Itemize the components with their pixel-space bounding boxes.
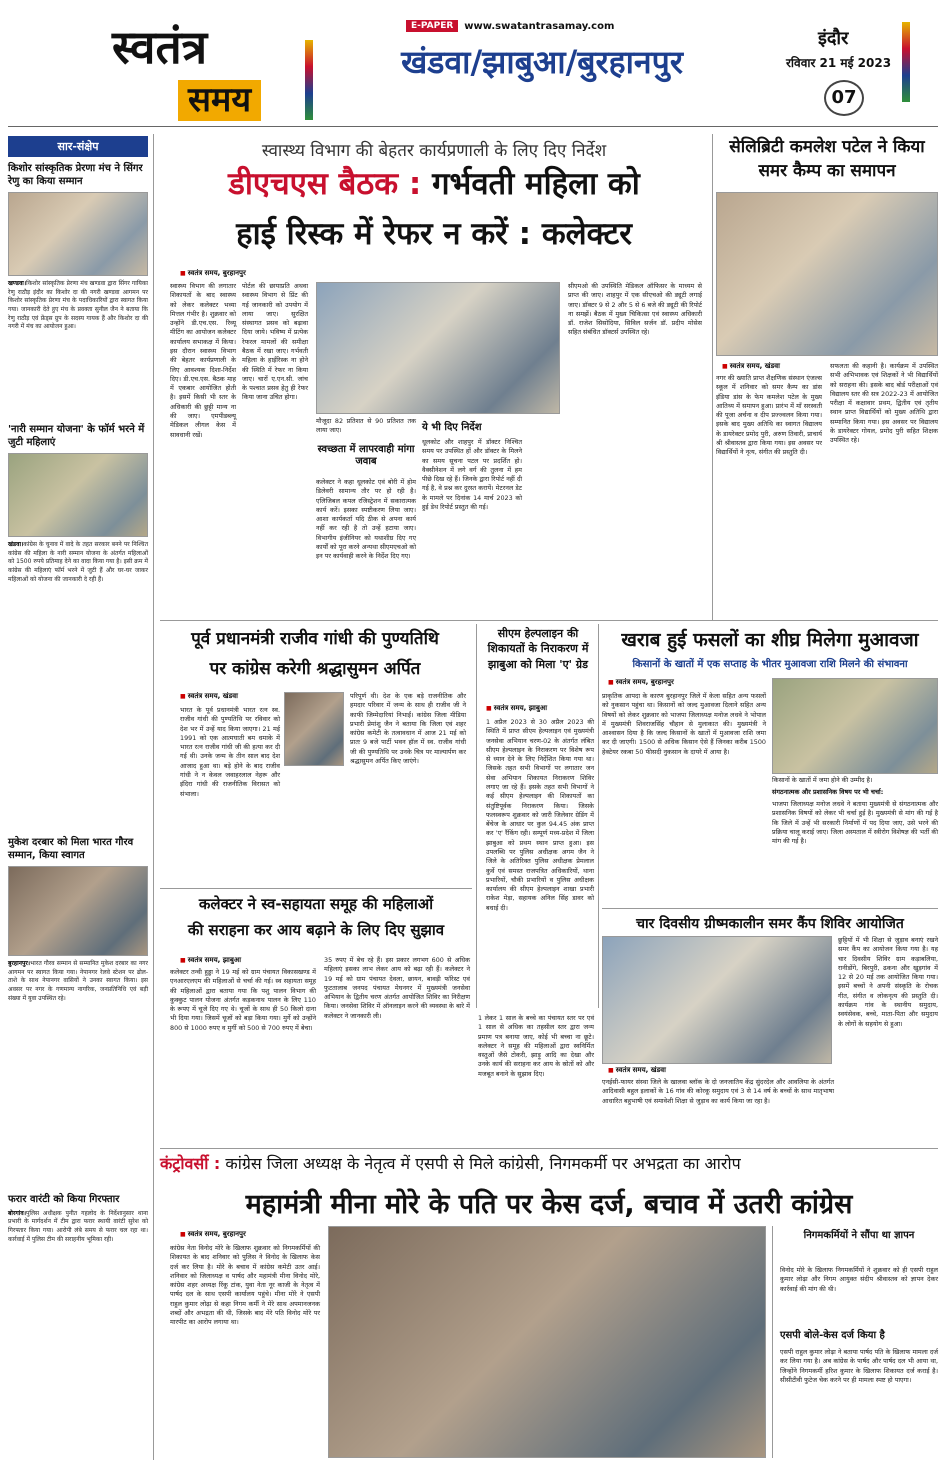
camp-col-2: सफलता की कहानी है। कार्यक्रम में उपस्थित सभी अभिभावक एवं शिक्षकों ने भी विद्यार्थियों को सराहना की। इसके बाद बोर्ड परीक्षाओं एवं विद्यालय स्तर की सत्र 2022-23 में आयोजित परीक्षा में कक्षावार प्रथम, द्वितीय एवं तृतीय स्थान प्राप्त विद्यार्थियों को मुख्य अतिथि द्वारा सम्मानित किया गया। इस अवसर पर विद्यालय के डायरेक्टर गोयल, प्रमोद पुरी सहित शिक्षक उपस्थित रहे। — [830, 362, 938, 445]
logo-line2: समय — [178, 80, 261, 121]
controversy-byline: ■ स्वतंत्र समय, बुरहानपुर — [180, 1230, 246, 1239]
lead-headline-2: हाई रिस्क में रेफर न करें : कलेक्टर — [236, 216, 632, 252]
issue-date: रविवार 21 मई 2023 — [786, 56, 892, 70]
summer-col-2: छुट्टियों में भी शिक्षा से जुड़ाव बनाएं रखने समर कैंप का आयोजन किया गया है। यह चार दिवसीय शिविर ग्राम कड़ाबलिया, रानीडोंगे, बिरपुरी, ढकना और खुड़गांव में 12 से 20 मई तक आयोजित किया गया। इसमें बच्चों ने अपनी संस्कृति के रोचक गीत, संगीत व लोकनृत्य की प्रस्तुति दी। कार्यक्रम गांव के स्थानीय समुदाय, स्वयंसेवक, बच्चे, माता-पिता और समुदाय के लोगों के सहयोग से हुआ। — [838, 936, 938, 1028]
lead-photo — [316, 282, 560, 414]
epaper-badge — [406, 20, 614, 32]
rajiv-story — [160, 622, 470, 888]
controversy-strap-text: कांग्रेस जिला अध्यक्ष के नेतृत्व में एसपी से मिले कांग्रेसी, निगमकर्मी पर अभद्रता का आरोप — [225, 1154, 741, 1173]
sidebar-story-3-photo — [8, 866, 148, 956]
row2-rule — [160, 620, 938, 621]
sidebar-story-4 — [8, 1194, 148, 1310]
logo-line1: स्वतंत्र — [112, 20, 208, 74]
sidebar-story-4-text: बोरगांव।पुलिस अधीक्षक पुनीत गहलोद के निर्देशानुसार थाना प्रभारी के मार्गदर्शन में टीम द्वारा फरार स्थायी वारंटी सुरेश को गिरफ्तार किया गया। आरोपी लंबे समय से फरार चल रहा था। कार्रवाई में पुलिस टीम की सराहनीय भूमिका रही। — [8, 1209, 148, 1243]
controversy-headline: महामंत्री मीना मोरे के पति पर केस दर्ज, बचाव में उतरी कांग्रेस — [245, 1189, 853, 1220]
controversy-side-head: निगमकर्मियों ने सौंपा था ज्ञापन — [803, 1230, 915, 1241]
cm-text: 1 अप्रैल 2023 से 30 अप्रैल 2023 की स्थिति में प्राप्त सीएम हेल्पलाइन एवं मुख्यमंत्री जनसेवा अभियान चरण-02 के अंतर्गत लंबित सीएम हेल्पलाइन के निराकरण पर विशेष रूप से ध्यान देने के लिए निर्देशित किया गया था। जिसके तहत सभी विभागों पर लगातार जन सेवा अभियान शिकायत निराकरण शिविर लगाए जा रहे हैं। इसके तहत सभी विभागों ने कई सीएम हेल्पलाइन की शिकायतों का संतुष्टिपूर्वक निराकरण किया। जिसके फलस्वरूप शुक्रवार को जारी जिलेवार ग्रेडिंग में बेंचेज के आधार पर कुल 94.45 अंक प्राप्त कर 'ए' रैंकिंग रही। सम्पूर्ण मध्य-प्रदेश में जिला झाबुआ को प्रथम स्थान प्राप्त हुआ। इस उपलब्धि पर पुलिस अधीक्षक अगम जैन ने जिले के अतिरिक्त पुलिस अधीक्षक प्रेमलाल कुर्वे एवं समस्त राजपत्रित अधिकारियों, थाना प्रभारियों, चौकी प्रभारियों व पुलिस अधीक्षक कार्यालय की सीएम हेल्पलाइन शाखा प्रभारी राकेश मेड़ा, सहायक अनिल सिंह डावर को बधाई दी। — [486, 718, 594, 912]
city: इंदौर — [818, 28, 849, 49]
lead-col-1: स्वास्थ्य विभाग की लगातार शिकायतों के बाद स्वास्थ्य को लेकर कलेक्टर भव्या मित्तल गंभीर है। शुक्रवार को उन्होंने डी.एच.एस. रिव्यू मीटिंग का आयोजन कलेक्टर कार्यालय सभाकक्ष में किया। इस दौरान स्वास्थ्य विभाग की बेहतर कार्यप्रणाली के लिए आवश्यक दिशा-निर्देश दिए। डी.एच.एस. बैठक माह में एकबार आयोजित होती है। इसमें किसी भी स्तर के अधिकारी की छुट्टी मान्य ना की जाए। एमपीडब्ल्यू मेडिकल लीगल केस में सावधानी रखें। — [170, 282, 236, 439]
rajiv-photo — [284, 692, 344, 766]
lead-byline: ■ स्वतंत्र समय, बुरहानपुर — [180, 269, 246, 278]
rajiv-col-2: परिपूर्ण थी। देश के एक बड़े राजनीतिक और हमदार परिवार में जन्म के साथ ही राजीव जी ने काफी जिम्मेदारियां निभाईं। कांग्रेस जिला मीडिया प्रभारी प्रेमांशु जैन ने बताया कि जिला एवं शहर कांग्रेस कमेटी के तत्वावधान में आज 21 मई को प्रातः 9 बजे पार्टी भवन हॉल में स्व. राजीव गांधी जी की पुण्यतिथि पर उनके चित्र पर माल्यार्पण कर श्रद्धासुमन अर्पित किए जाएंगे। — [350, 692, 466, 765]
self-help-col-2: 35 रुपए में बेच रहे हैं। इस प्रकार लगभग 600 से अधिक महिलाएं इसका लाभ लेकर आय को बढ़ा रही हैं। कलेक्टर ने 19 मई को ग्राम पंचायत देवला, छायन, बावड़ी फॉरेस्ट एवं फुटतालाब जनपद पंचायत मेघनगर में मुख्यमंत्री जनसेवा अभियान के द्वितीय चरण अंतर्गत आयोजित शिविर का निरीक्षण किया। जनसेवा शिविर में ऑनलाइन करने की व्यवस्था के बारे में कलेक्टर ने जानकारी ली। — [324, 956, 470, 1020]
crop-subhead: किसानों के खातों में एक सप्ताह के भीतर मुआवजा राशि मिलने की संभावना — [632, 659, 908, 670]
controversy-side-head-2: एसपी बोले-केस दर्ज किया है — [780, 1330, 885, 1341]
lead-col-4: धूलकोट और शाहपुर में डॉक्टर निश्चित समय पर उपस्थित हों और डॉक्टर के मिलने का समय सूचना पटल पर प्रदर्शित हो। वैक्सीनेशन में लगे वर्ग की तुलना में हम पीछे दिख रहे हैं। जिनके द्वारा रिपोर्ट नहीं दी गई है, वे प्रश्न कर दुरस्त करायें। मेटरनल डेट के मामले पर दिनांक 14 मार्च 2023 को हुई डेथ रिपोर्ट प्रस्तुत की गई। — [422, 438, 522, 511]
summer-byline: ■ स्वतंत्र समय, खंडवा — [608, 1066, 666, 1075]
sidebar-story-2 — [8, 424, 148, 831]
crop-story — [602, 622, 938, 908]
controversy-side-text: विनोद मोरे के खिलाफ निगमकर्मियों ने शुक्रवार को ही एसपी राहुल कुमार लोढ़ा और निगम आयुक्त संदीप श्रीवास्तव को ज्ञापन देकर कार्रवाई की मांग की थी। — [780, 1266, 938, 1293]
website[interactable]: www.swatantrasamay.com — [464, 20, 615, 32]
controversy-label: कंट्रोवर्सी : — [160, 1154, 221, 1173]
crop-headline: खराब हुई फसलों का शीघ्र मिलेगा मुआवजा — [621, 629, 919, 651]
sidebar-story-2-title: 'नारी सम्मान योजना' के फॉर्म भरने में जुटी महिलाएं — [8, 424, 145, 448]
self-help-byline: ■ स्वतंत्र समय, झाबुआ — [180, 956, 241, 965]
sidebar-story-2-photo — [8, 453, 148, 537]
self-help-col-1: कलेक्टर तन्वी हुड्डा ने 19 मई को ग्राम पंचायत विकासखण्ड में एनआरएलएम की महिलाओं से चर्चा की गई। स्व सहायता समूह की महिलाओं द्वारा बताया गया कि पशु पालन विभाग की कुक्कुट पालन योजना अंतर्गत कड़कनाथ पालन के लिए 110 के रूपए में चूजे दिए गए थे। चूजों के साथ ही 50 किलो दाना भी दिया गया। जिसमें चूजों को बड़ा किया गया। मुर्गे को उन्होंने 800 से 1000 रुपए व मुर्गी को 500 से 700 रुपए में बेचा। — [170, 968, 316, 1032]
controversy-side-text-2: एसपी राहुल कुमार लोढ़ा ने बताया पार्षद पति के खिलाफ मामला दर्ज कर लिया गया है। अब कांग्रेस के पार्षद और पार्षद दल भी आया था, जिन्होंने निगमकर्मी हरिश कुमार के खिलाफ शिकायत दर्ज कराई है। सीसीटीवी फुटेज चेक करने पर ही मामला स्पष्ट हो पाएगा। — [780, 1348, 938, 1384]
color-bar-right — [902, 22, 910, 102]
self-help-col-3: 1 लेकर 1 साल के बच्चे का पंचायत स्तर पर एवं 1 साल से अधिक का तहसील स्तर द्वारा जन्म प्रमाण पत्र बनाया जाए, कोई भी बच्चा ना छूटे। कलेक्टर ने समूह की महिलाओं द्वारा स्वनिर्मित वस्तुओं जैसे टोकरी, झाड़ू आदि का देखा और उनके कार्य की सराहना कर आय के स्रोतों को और मजबूत बनाने के सुझाव दिए। — [478, 1014, 594, 1078]
epaper-label: E-PAPER — [406, 20, 458, 32]
lead-subhead-1: स्वच्छता में लापरवाही मांगा जवाब — [317, 444, 415, 467]
lead-col-2: पोर्टल की छायाप्रति अथवा स्वास्थ्य विभाग से प्रिंट की गई जानकारी को उपयोग में लाया जाए। सुरक्षित संस्थागत प्रसव को बढ़ावा दिया जाये। भविष्य में प्रत्येक रेफरल मामलों की समीक्षा बैठक में रखा जाए। गर्भवती महिला के हाईरिस्क ना होने की स्थिति में रेफर ना किया जाए। चारों ए.एन.सी. जांच के पश्चात प्रसव हेतु ही रेफर किया जाना उचित होगा। — [242, 282, 308, 402]
controversy-side-rule — [772, 1226, 773, 1458]
color-bar — [305, 40, 313, 120]
rajiv-headline-2: पर कांग्रेस करेगी श्रद्धासुमन अर्पित — [209, 659, 421, 679]
lead-story — [160, 132, 708, 622]
controversy-strap — [160, 1152, 938, 1180]
sidebar-story-4-title: फरार वारंटी को किया गिरफ्तार — [8, 1194, 120, 1205]
lead-headline-1: डीएचएस बैठक : गर्भवती महिला को — [228, 166, 640, 202]
camp-headline: सेलिब्रिटी कमलेश पटेल ने किया समर कैम्प का समापन — [729, 137, 925, 181]
lead-photo-caption: मौजूदा 82 प्रतिशत से 90 प्रतिशत तक लाया जाए। — [316, 417, 416, 435]
self-help-headline-1: कलेक्टर ने स्व-सहायता समूह की महिलाओं — [198, 895, 434, 913]
camp-byline: ■ स्वतंत्र समय, खंडवा — [722, 362, 780, 371]
sidebar-rule — [153, 134, 154, 1460]
edition-title: खंडवा/झाबुआ/बुरहानपुर — [401, 43, 683, 81]
sidebar-story-1-photo — [8, 192, 148, 276]
lead-kicker: स्वास्थ्य विभाग की बेहतर कार्यप्रणाली के लिए दिए निर्देश — [261, 141, 607, 161]
sidebar-story-3 — [8, 837, 148, 1188]
self-help-rule — [160, 888, 472, 889]
camp-story — [716, 132, 938, 622]
cm-headline: सीएम हेल्पलाइन की शिकायतों के निराकरण में झाबुआ को मिला 'ए' ग्रेड — [487, 627, 589, 671]
lead-subhead-2: ये भी दिए निर्देश — [422, 422, 482, 433]
sidebar-header: सार-संक्षेप — [8, 136, 148, 157]
self-help-headline-2: की सराहना कर आय बढ़ाने के लिए दिए सुझाव — [187, 921, 445, 939]
lead-right-rule — [712, 134, 713, 620]
camp-photo — [716, 192, 938, 356]
self-help-body — [160, 952, 600, 1078]
summer-rule — [602, 908, 938, 909]
lead-col-5: सीएमओ की उपस्थिति मेडिकल ऑफिसर के माध्यम से प्राप्त की जाए। शाहपुर में एक सीएचओ की ड्यूटी लगाई जाए। डॉक्टर 9 से 2 और 5 से 6 बजे की ड्यूटी की रिपोर्ट ना समझें। बैठक में मुख्य चिकित्सा एवं स्वास्थ्य अधिकारी डॉ. राजेश सिसोदिया, सिविल सर्जन डॉ. प्रदीप मोसेस सहित संबंधित डॉक्टर्स उपस्थित रहे। — [568, 282, 702, 337]
rajiv-col-1: भारत के पूर्व प्रधानमंत्री भारत रत्न स्व. राजीव गांधी की पुण्यतिथि पर रविवार को देश भर में उन्हें याद किया जाएगा। 21 मई 1991 को एक आत्मघाती बम धमाके में भारत रत्न राजीव गांधी जी की हत्या कर दी गई थी। उनके जन्म के तीन साल बाद देश आजाद हुआ था। बड़े होने के बाद राजीव गांधी ने न केवल जवाहरलाल नेहरू और इंदिरा गांधी की राजनीतिक विरासत को संभाला। — [180, 706, 280, 798]
camp-col-1: नगर की ख्याति प्राप्त शैक्षणिक संस्थान एंजल्स स्कूल में शनिवार को समर कैम्प का डांस इंडिया डांस के फेम कमलेश पटेल के मुख्य आतिथ्य में समापन हुआ। प्रारंभ में माँ सरस्वती की पूजा अर्चना व दीप प्रज्ज्वलन किया गया। इसके बाद मुख्य अतिथि का स्वागत विद्यालय के डायरेक्टर प्रमोद पुरी, अरुण तिवारी, प्राचार्य श्री श्रीवास्तव द्वारा किया गया। इस अवसर पर विद्यार्थियों ने नृत्य, संगीत की प्रस्तुति दी। — [716, 374, 822, 457]
logo — [112, 22, 292, 126]
sidebar-story-1 — [8, 163, 148, 418]
cm-left-rule — [476, 624, 477, 1008]
masthead-rule — [8, 126, 938, 127]
controversy-photo — [328, 1226, 766, 1458]
sidebar-story-3-text: बुरहानपुर।भारत गौरव सम्मान से सम्मानित मुकेश दरबार का नगर आगमन पर स्वागत किया गया। नेपानगर रेलवे स्टेशन पर ढोल-ताशे के साथ नेपानगर वासियों ने उनका स्वागत किया। इस अवसर पर नगर के गणमान्य नागरिक, जनप्रतिनिधि एवं बड़ी संख्या में युवा उपस्थित रहे। — [8, 960, 148, 1002]
sidebar-story-2-text: खंडवा।कांग्रेस के चुनाव में वादे के तहत सरकार बनने पर निश्चित कांग्रेस की महिला के नारी सम्मान योजना के अंतर्गत महिलाओं को 1500 रुपये प्रतिमाह देने का वादा किया गया है। इसी क्रम में कांग्रेस की महिलाएं फॉर्म भरने में जुटी हैं और घर-घर जाकर महिलाओं को योजना की जानकारी दे रही हैं। — [8, 541, 148, 583]
summer-photo — [602, 936, 832, 1064]
masthead — [0, 0, 945, 132]
crop-subhead-2: संगठनात्मक और प्रशासनिक विषय पर भी चर्चा: — [772, 788, 884, 796]
page-number: 07 — [824, 80, 864, 116]
summer-story — [602, 910, 938, 1070]
crop-col-2: भाजपा जिलाध्यक्ष मनोज लधवे ने बताया मुख्यमंत्री से संगठनात्मक और प्रशासनिक विषयों को लेकर भी चर्चा हुई है। मुख्यमंत्री से मांग की गई है कि जिले में उन्हें भी सरकारी निर्माणों में पद दिया जाए, उसे भरने की प्रक्रिया चालू कराई जाए। जिला अस्पताल में स्त्रीरोग विशेषज्ञ की भर्ती की मांग की गई है। — [772, 800, 938, 846]
summer-headline: चार दिवसीय ग्रीष्मकालीन समर कैंप शिविर आयोजित — [636, 916, 904, 932]
controversy-body — [160, 1226, 938, 1462]
rajiv-byline: ■ स्वतंत्र समय, खंडवा — [180, 692, 238, 701]
sidebar-story-1-text: खण्डवा।किशोर सांस्कृतिक प्रेरणा मंच खण्डवा द्वारा सिंगर गायिका रेणु राठौड़ इंदौर का किशोर दा की नगरी खण्डवा आगमन पर किशोर सांस्कृतिक प्रेरणा मंच के पदाधिकारियों द्वारा स्वागत किया गया। जानकारी देते हुए मंच के प्रवक्ता सुनील जैन ने बताया कि रेणु राठौड़ एवं फ्रेंड्स ग्रुप के सदस्य गायक हैं और किशोर दा की नगरी में मंच का आयोजन हुआ। — [8, 280, 148, 331]
crop-byline: ■ स्वतंत्र समय, बुरहानपुर — [608, 678, 674, 687]
cm-right-rule — [598, 624, 599, 1008]
rajiv-headline-1: पूर्व प्रधानमंत्री राजीव गांधी की पुण्यतिथि — [191, 629, 439, 649]
controversy-rule — [160, 1148, 938, 1149]
controversy-text: कांग्रेस नेता विनोद मोरे के खिलाफ शुक्रवार को निगमकर्मियों की शिकायत के बाद शनिवार को पुलिस ने विनोद के खिलाफ केस दर्ज कर लिया है। मोरे के बचाव में कांग्रेस कमेटी उतर आई। शनिवार को जिलाध्यक्ष व पार्षद और महामंत्री मीना विनोद मोरे, कांग्रेस शहर अध्यक्ष रिंकू टांक, युवा नेता नूर काजी के नेतृत्व में पार्षद दल के साथ एसपी कार्यालय पहुंचे। मीना मोरे ने एसपी राहुल कुमार लोढ़ा से कहा निगम कर्मी ने मेरे साथ अपमानजनक शब्दों और अभद्रता की थी, जिसके बाद मेरे पति विनोद मोरे पर मारपीट का आरोप लगाया था। — [170, 1244, 320, 1327]
sidebar — [8, 132, 148, 1462]
summer-col-1: एनईसी-फायर संस्था जिले के खालवा ब्लॉक के दो जनजातिय केंद्र सुंदरदेल और आवलिया के अंतर्गत आदिवासी बहुल इलाकों के 16 गांव की कोरकू समुदाय एवं 3 से 14 वर्ष के बच्चों के साथ मातृभाषा आधारित बहुभाषी एवं समावेशी शिक्षा से जुड़ाव का कार्य किया जा रहा है। — [602, 1078, 834, 1105]
summer-lower — [602, 1066, 938, 1148]
lead-col-3: कलेक्टर ने कहा धूलकोट एवं बोरी में होम डिलेवरी सामान्य तौर पर हो रही है। एलिजिबल कपल रजिस्ट्रेशन में सकारात्मक कार्य करें। इसका स्पष्टीकरण लिया जाए। आशा कार्यकर्ता यदि ठीक से अपना कार्य नहीं कर रही है तो उन्हें हटाया जाए। विभागीय इंजीनियर को यथाशीघ्र दिए गए कार्यों को पूरा करने अन्यथा सीएमएचओ को इन पर कार्यवाही करने के निर्देश दिए गए। — [316, 478, 416, 561]
sidebar-story-1-title: किशोर सांस्कृतिक प्रेरणा मंच ने सिंगर रेणु का किया सम्मान — [8, 163, 143, 187]
sidebar-story-3-title: मुकेश दरबार को मिला भारत गौरव सम्मान, किया स्वागत — [8, 837, 134, 861]
crop-col-1: प्राकृतिक आपदा के कारण बुरहानपुर जिले में केला सहित अन्य फसलों को नुकसान पहुंचा था। किसानों को जल्द मुआवजा दिलाने सहित अन्य विषयों को लेकर शुक्रवार को भाजपा जिलाध्यक्ष मनोज लधवे ने भोपाल में मुख्यमंत्री शिवराजसिंह चौहान से मुलाकात की। मुख्यमंत्री ने आश्वासन दिया है कि जल्द किसानों के खातों में मुआवजा राशि जमा कर दी जाएगी। 1500 से अधिक किसान ऐसे हैं जिनका करीब 1500 हेक्टेयर रकबा 50 फीसदी नुकसान के दायरे में आया है। — [602, 692, 766, 756]
cm-byline: ■ स्वतंत्र समय, झाबुआ — [486, 704, 547, 713]
crop-caption: किसानों के खातों में जमा होने की उम्मीद है। — [772, 776, 873, 784]
crop-photo — [772, 678, 938, 774]
